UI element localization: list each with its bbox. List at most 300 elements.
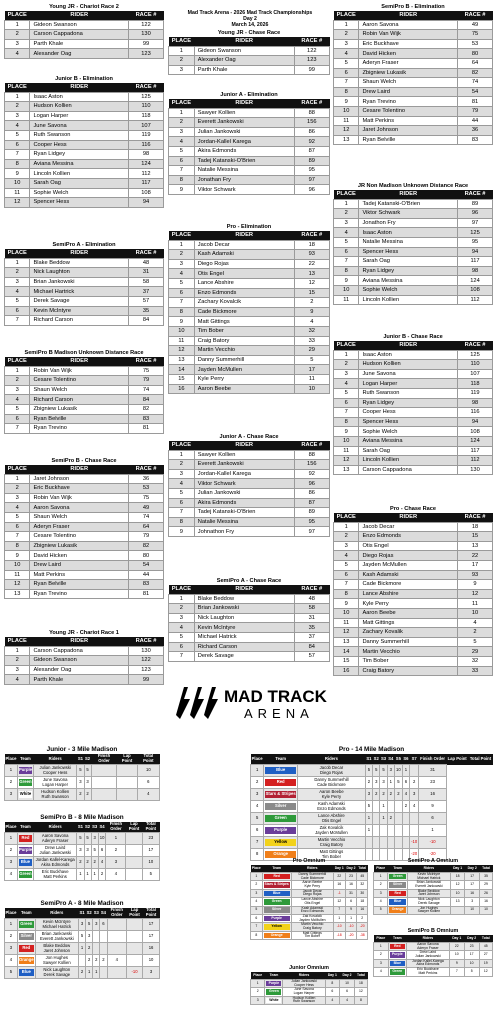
table-row	[5, 474, 164, 484]
table-row	[334, 285, 493, 295]
rider-name: Kash Adamski	[318, 800, 345, 806]
rider-name: Tim Bober	[304, 934, 321, 939]
cell-score: 6	[402, 777, 409, 789]
cell-race: 48	[129, 258, 164, 268]
cell-place: 4	[374, 898, 388, 906]
cell-rider: Shaun Welch	[30, 512, 129, 522]
cell-place: 10	[5, 178, 30, 188]
cell-place: 3	[334, 541, 359, 551]
cell-place: 2	[169, 604, 195, 614]
cell-riders	[291, 931, 333, 939]
rider-name: Kyle Perry	[304, 884, 321, 889]
table-row	[169, 46, 330, 56]
cell-riders	[407, 906, 450, 914]
col-header-race: RACE #	[294, 441, 329, 450]
cell-rider: Matt Perkins	[359, 116, 458, 126]
table-row	[169, 384, 330, 394]
table-row	[5, 130, 164, 140]
cell-score: 2	[77, 789, 84, 801]
cell-score: 19	[479, 959, 492, 967]
table-row	[334, 228, 493, 238]
col-header-place: PLACE	[5, 465, 30, 474]
cell-team	[388, 943, 406, 951]
omnium-col-header: Day 1	[325, 972, 340, 980]
cell-place: 3	[5, 943, 18, 955]
cell-race: 10	[458, 608, 493, 618]
rider-name: Jon Hughes	[45, 954, 68, 960]
cell-place: 12	[5, 198, 30, 208]
table-row	[5, 532, 164, 542]
race-title: Pro - Chase Race	[389, 506, 436, 512]
cell-score: 5	[91, 845, 98, 857]
table-row	[334, 237, 493, 247]
team-badge: White	[266, 998, 281, 1004]
cell-race: 82	[458, 68, 493, 78]
rider-name: Lance Abshire	[301, 897, 324, 902]
cell-rider: Parth Khale	[30, 39, 129, 49]
cell-place: 4	[5, 503, 30, 513]
col-header-rider: RIDER	[194, 231, 294, 240]
table-row	[334, 87, 493, 97]
cell-score: 16	[465, 889, 480, 897]
cell-rider: Aaron Beebe	[194, 384, 294, 394]
cell-score	[394, 813, 402, 825]
table-row	[334, 522, 493, 532]
cell-place: 11	[334, 618, 359, 628]
table-row	[169, 479, 330, 489]
table-row	[334, 295, 493, 305]
cell-rider: Tim Bober	[194, 326, 294, 336]
col-header-race: RACE #	[129, 357, 164, 366]
cell-race: 119	[458, 388, 493, 398]
team-badge: Purple	[18, 767, 32, 773]
cell-score	[126, 833, 142, 845]
table-row	[251, 813, 493, 825]
cell-race: 17	[458, 560, 493, 570]
cell-place: 5	[5, 512, 30, 522]
cell-race: 12	[294, 278, 329, 288]
cell-team	[17, 777, 33, 789]
race-table	[4, 249, 164, 326]
cell-rider: Enzo Edmonds	[194, 288, 294, 298]
table-row	[5, 404, 164, 414]
cell-rider: Akira Edmonds	[194, 146, 294, 156]
cell-score: 8	[354, 996, 367, 1004]
cell-score	[93, 931, 100, 943]
table-row	[169, 298, 330, 308]
team-badge: Green	[266, 989, 281, 995]
madison-col-header: S2	[373, 754, 380, 765]
cell-rider: Viktor Schwark	[194, 479, 294, 489]
table-row	[5, 30, 164, 40]
rider-name: Hudson Kollien	[292, 995, 316, 1000]
cell-race: 5	[458, 637, 493, 647]
cell-place: 3	[5, 789, 18, 801]
cell-place: 4	[169, 269, 195, 279]
cell-place: 12	[169, 346, 195, 356]
cell-team	[264, 813, 298, 825]
cell-race: 83	[129, 414, 164, 424]
team-badge: Blue	[19, 969, 34, 976]
cell-score: 7	[449, 968, 464, 976]
cell-rider: Sarah Oag	[30, 178, 129, 188]
cell-score: 1	[380, 801, 387, 813]
cell-place: 7	[169, 508, 195, 518]
cell-rider: Aaron Savona	[30, 503, 129, 513]
cell-rider: Lance Abshire	[359, 589, 458, 599]
cell-score: 8	[325, 980, 340, 988]
cell-place: 9	[5, 169, 30, 179]
cell-rider: Cade Bickmore	[359, 580, 458, 590]
cell-place: 12	[334, 628, 359, 638]
cell-place: 4	[169, 623, 195, 633]
table-row	[5, 967, 160, 979]
cell-score: 2	[365, 777, 372, 789]
table-row	[169, 652, 330, 662]
race-table	[4, 465, 164, 599]
madison-col-header: S2	[84, 754, 91, 765]
cell-riders	[298, 825, 366, 837]
madison-col-header: Team	[264, 754, 298, 765]
team-badge: Green	[19, 871, 32, 877]
cell-rider: Robin Van Wijk	[359, 30, 458, 40]
cell-race: 122	[129, 656, 164, 666]
cell-rider: David Hicken	[359, 49, 458, 59]
cell-place: 9	[169, 317, 195, 327]
madison-col-header: S5	[394, 754, 402, 765]
cell-score: 2	[387, 813, 394, 825]
cell-riders	[35, 943, 78, 955]
cell-place: 6	[251, 825, 264, 837]
cell-score: -10	[410, 837, 419, 849]
cell-score: -20	[345, 931, 357, 939]
cell-place: 9	[334, 599, 359, 609]
col-header-rider: RIDER	[194, 99, 294, 108]
cell-race: 33	[294, 336, 329, 346]
table-row	[169, 604, 330, 614]
cell-place: 1	[5, 833, 18, 845]
cell-score	[394, 825, 402, 837]
race-block	[333, 506, 493, 676]
cell-race: 15	[294, 288, 329, 298]
cell-rider: Ruth Swanson	[359, 388, 458, 398]
omnium-block	[373, 858, 493, 915]
cell-race: 74	[129, 385, 164, 395]
cell-place: 13	[334, 465, 359, 475]
table-row	[251, 825, 493, 837]
cell-riders	[33, 869, 76, 881]
cell-score	[373, 813, 380, 825]
table-row	[169, 594, 330, 604]
col-header-rider: RIDER	[30, 637, 129, 646]
race-table	[168, 585, 330, 662]
cell-place: 2	[5, 268, 30, 278]
cell-race: 130	[129, 646, 164, 656]
col-header-rider: RIDER	[194, 37, 294, 46]
table-row	[5, 493, 164, 503]
cell-place: 5	[5, 967, 18, 979]
cell-rider: Nick Laughton	[30, 268, 129, 278]
cell-rider: Natalie Messina	[194, 517, 294, 527]
rider-name: Cade Bickmore	[300, 875, 324, 880]
cell-score: 10	[450, 889, 465, 897]
cell-race: 122	[129, 20, 164, 30]
cell-race: 124	[458, 276, 493, 286]
table-row	[5, 560, 164, 570]
madison-col-header: Team	[17, 908, 35, 919]
cell-rider: Parth Khale	[30, 675, 129, 685]
event-day: Day 2	[243, 16, 257, 23]
table-row	[5, 385, 164, 395]
omnium-table	[250, 865, 368, 940]
cell-place: 6	[169, 498, 195, 508]
madison-title: Junior - 3 Mile Madison	[46, 746, 118, 753]
cell-score: 12	[354, 988, 367, 996]
rider-name: Julian Jankowski	[291, 979, 317, 984]
cell-score: 3	[410, 789, 419, 801]
team-badge: Red	[389, 891, 406, 897]
race-title: SemiPro A - Elimination	[52, 242, 116, 248]
cell-score: -20	[357, 923, 368, 931]
table-row	[169, 137, 330, 147]
col-header-rider: RIDER	[30, 249, 129, 258]
omnium-block	[250, 965, 368, 1005]
cell-race: 32	[458, 656, 493, 666]
table-row	[334, 570, 493, 580]
cell-score	[117, 789, 137, 801]
cell-place: 2	[251, 881, 263, 889]
table-row	[334, 379, 493, 389]
rider-name: Diego Rojas	[320, 769, 343, 775]
cell-race: 123	[129, 49, 164, 59]
cell-score: 5	[77, 765, 84, 777]
cell-score: -10	[127, 967, 143, 979]
cell-race: 36	[129, 474, 164, 484]
cell-score: 3	[84, 845, 91, 857]
cell-race: 75	[129, 493, 164, 503]
rider-name: Everett Jankowski	[415, 884, 443, 889]
table-row	[334, 135, 493, 145]
cell-team	[17, 833, 33, 845]
cell-race: 37	[294, 632, 329, 642]
cell-rider: Robin Van Wijk	[30, 366, 129, 376]
rider-name: Jaret Johnson	[43, 947, 70, 953]
cell-score	[387, 837, 394, 849]
cell-team	[264, 801, 298, 813]
rider-name: Lance Abshire	[318, 812, 345, 818]
cell-score	[107, 931, 127, 943]
cell-place: 15	[169, 374, 195, 384]
cell-rider: Cooper Hess	[30, 140, 129, 150]
cell-place: 3	[334, 39, 359, 49]
cell-place: 11	[169, 336, 195, 346]
cell-score: 3	[77, 777, 84, 789]
cell-place: 4	[251, 898, 263, 906]
cell-rider: Aderyn Fraser	[359, 58, 458, 68]
table-row	[5, 366, 164, 376]
madison-col-header: S4	[387, 754, 394, 765]
cell-place: 6	[5, 140, 30, 150]
table-row	[5, 306, 164, 316]
table-row	[334, 541, 493, 551]
table-row	[5, 159, 164, 169]
cell-place: 10	[334, 106, 359, 116]
cell-race: 108	[458, 427, 493, 437]
cell-rider: Ryan Lidgey	[359, 398, 458, 408]
cell-rider: Spencer Hess	[359, 247, 458, 257]
cell-score	[373, 801, 380, 813]
cell-riders	[33, 765, 76, 777]
omnium-col-header: Team	[265, 972, 283, 980]
cell-place: 4	[169, 137, 195, 147]
table-row	[251, 801, 493, 813]
cell-place: 6	[5, 414, 30, 424]
table-row	[5, 857, 160, 869]
omnium-col-header: Day 2	[345, 865, 357, 873]
cell-place: 4	[5, 955, 18, 967]
cell-rider: Cesare Tolentino	[30, 376, 129, 386]
cell-score: 17	[142, 845, 159, 857]
cell-score: 3	[387, 765, 394, 777]
cell-place: 1	[334, 522, 359, 532]
madison-col-header: Riders	[33, 822, 76, 833]
cell-team	[388, 898, 408, 906]
cell-place: 2	[5, 102, 30, 112]
cell-race: 81	[458, 97, 493, 107]
race-block	[168, 224, 330, 394]
cell-place: 10	[5, 560, 30, 570]
cell-rider: Jonathon Fry	[359, 218, 458, 228]
cell-rider: Derek Savage	[194, 652, 294, 662]
rider-name: Enzo Edmonds	[317, 805, 346, 811]
race-table	[4, 83, 164, 208]
table-row	[5, 188, 164, 198]
cell-place: 8	[251, 849, 264, 861]
race-table	[333, 513, 493, 676]
cell-riders	[33, 857, 76, 869]
cell-place: 1	[169, 240, 195, 250]
cell-rider: Lincoln Kollien	[359, 456, 458, 466]
cell-rider: Ryan Lidgey	[359, 266, 458, 276]
cell-rider: Aviana Messina	[359, 436, 458, 446]
cell-place: 6	[251, 914, 263, 922]
cell-race: 4	[458, 618, 493, 628]
cell-place: 7	[5, 150, 30, 160]
table-row	[334, 276, 493, 286]
cell-race: 18	[458, 522, 493, 532]
team-badge: Stars & Stripes	[265, 791, 296, 797]
table-row	[334, 551, 493, 561]
col-header-place: PLACE	[5, 637, 30, 646]
cell-score	[107, 919, 127, 931]
cell-place: 3	[334, 218, 359, 228]
table-row	[251, 765, 493, 777]
cell-score: 3	[465, 898, 480, 906]
table-row	[5, 49, 164, 59]
table-row	[5, 570, 164, 580]
cell-race: 12	[458, 589, 493, 599]
omnium-table	[373, 935, 493, 977]
cell-rider: Michael Hatrick	[194, 632, 294, 642]
team-badge: Red	[19, 835, 32, 842]
table-row	[169, 527, 330, 537]
cell-score	[450, 906, 465, 914]
cell-place: 7	[251, 837, 264, 849]
cell-score: 1	[106, 833, 126, 845]
cell-place: 6	[334, 398, 359, 408]
cell-place: 11	[334, 295, 359, 305]
team-badge: Green	[264, 899, 290, 905]
table-row	[5, 522, 164, 532]
cell-rider: Julian Jankowski	[194, 127, 294, 137]
cell-rider: Jacob Decar	[194, 240, 294, 250]
rider-name: Aderyn Fraser	[41, 837, 69, 843]
table-row	[374, 906, 493, 914]
cell-team	[262, 906, 291, 914]
cell-score: 3	[91, 833, 98, 845]
cell-score: 4	[325, 996, 340, 1004]
cell-race: 35	[129, 306, 164, 316]
table-row	[334, 465, 493, 475]
rider-name: Blake Beddow	[418, 888, 440, 893]
cell-score: 26	[479, 889, 492, 897]
logo-text-top: MAD TRACK	[224, 687, 327, 706]
cell-place: 5	[334, 58, 359, 68]
cell-place: 9	[169, 527, 195, 537]
cell-score: 1	[380, 813, 387, 825]
col-header-race: RACE #	[294, 37, 329, 46]
cell-score: 3	[365, 789, 372, 801]
cell-score: 10	[394, 765, 402, 777]
cell-rider: Matt Perkins	[30, 570, 129, 580]
cell-race: 95	[294, 166, 329, 176]
cell-rider: Aaron Savona	[359, 20, 458, 30]
cell-race: 80	[129, 551, 164, 561]
race-block	[168, 92, 330, 195]
cell-race: 108	[458, 285, 493, 295]
rider-name: Akira Edmonds	[40, 861, 70, 867]
cell-rider: Parth Khale	[194, 65, 294, 75]
omnium-col-header: Day 1	[449, 935, 464, 943]
cell-score: -10	[333, 923, 345, 931]
cell-rider: Tadej Katanski-O'Brien	[359, 199, 458, 209]
madison-col-header: Lap Point	[126, 822, 142, 833]
rider-name: Julian Jankowski	[39, 849, 71, 855]
cell-rider: Cesare Tolentino	[30, 532, 129, 542]
team-badge: Silver	[265, 803, 296, 810]
cell-score: 4	[107, 955, 127, 967]
cell-race: 89	[294, 156, 329, 166]
cell-rider: Craig Batory	[194, 336, 294, 346]
cell-race: 93	[294, 250, 329, 260]
cell-team	[262, 881, 291, 889]
cell-race: 130	[458, 465, 493, 475]
cell-place: 13	[334, 637, 359, 647]
cell-race: 98	[129, 150, 164, 160]
cell-race: 92	[294, 469, 329, 479]
cell-race: 53	[129, 484, 164, 494]
rider-name: Enzo Edmonds	[300, 909, 324, 914]
table-row	[334, 350, 493, 360]
table-row	[5, 140, 164, 150]
madison-col-header: S1	[77, 754, 84, 765]
cell-score	[127, 943, 143, 955]
cell-rider: Sawyer Kollien	[194, 450, 294, 460]
cell-race: 2	[294, 298, 329, 308]
team-badge: Green	[19, 779, 32, 785]
cell-score: 23	[345, 873, 357, 881]
col-header-race: RACE #	[129, 637, 164, 646]
